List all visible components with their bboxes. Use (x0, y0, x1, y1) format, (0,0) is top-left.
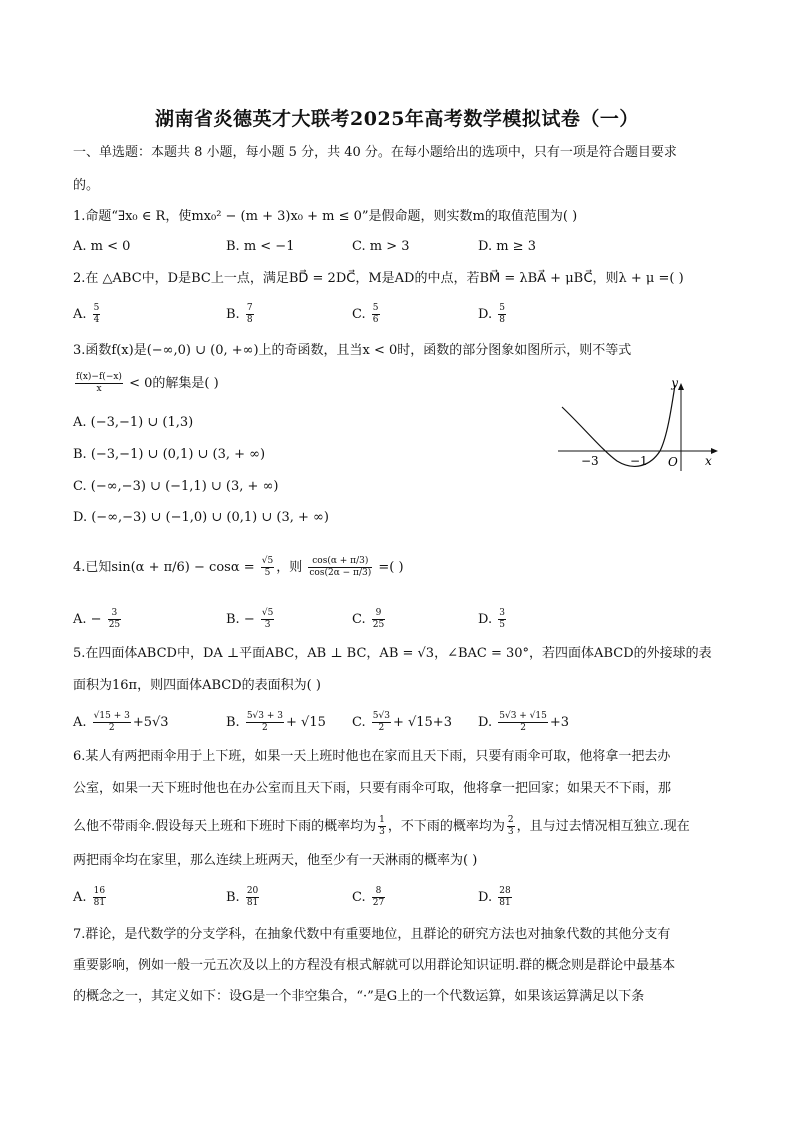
q2-option-b-fraction (246, 303, 254, 326)
q4-option-b-num: √5 (261, 608, 274, 618)
q6-option-b (226, 886, 261, 909)
q1-option-d: D. m ≥ 3 (478, 239, 536, 254)
q2-option-a (73, 303, 102, 326)
q4-ratio-num: cos(α + π/3) (308, 556, 372, 568)
q6-p1-den: 3 (379, 827, 385, 837)
graph-curve (562, 385, 675, 466)
section-instruction-line1: 一、单选题：本题共 8 小题，每小题 5 分，共 40 分。在每小题给出的选项中，只有一项是符合题目要求 (73, 145, 677, 160)
q6-option-c-fraction (372, 886, 385, 909)
graph-y-arrow (678, 383, 684, 390)
q6-line3-post: ，且与过去情况相互独立.现在 (516, 819, 690, 834)
q2-option-d-den: 8 (499, 315, 505, 325)
q3-stem-line1: 3.函数f(x)是(−∞,0) ∪ (0, +∞)上的奇函数，且当x < 0时，函数的部分图象如图所示，则不等式 (73, 343, 632, 358)
q2-option-d-num: 5 (499, 303, 505, 313)
q3-fraction-den: x (96, 384, 102, 394)
q4-option-c-den: 25 (372, 620, 385, 630)
q3-inequality-fraction (75, 372, 123, 395)
q6-option-c-num: 8 (372, 886, 385, 898)
q3-option-d: D. (−∞,−3) ∪ (−1,0) ∪ (0,1) ∪ (3, + ∞) (73, 510, 329, 525)
q5-option-b-label: B. (226, 715, 240, 730)
q6-option-d-label: D. (478, 890, 493, 905)
q3-stem-line2 (73, 372, 219, 395)
q4-option-d-fraction (498, 608, 506, 631)
q6-option-a (73, 886, 108, 909)
q4-option-b-fraction (261, 608, 274, 631)
q6-option-a-label: A. (73, 890, 87, 905)
q4-option-d (478, 608, 508, 631)
q4-value-num: √5 (261, 556, 274, 566)
q6-norain-prob-fraction (507, 815, 515, 838)
q3-stem-tail: < 0的解集是( ) (129, 376, 219, 391)
graph-origin-label: O (668, 455, 678, 469)
q6-stem-line3 (73, 815, 690, 838)
q4-option-d-den: 5 (499, 620, 505, 630)
q6-option-a-fraction (93, 886, 106, 909)
q6-stem-line4: 两把雨伞均在家里，那么连续上班两天，他至少有一天淋雨的概率为( ) (73, 853, 478, 868)
q3-function-graph (555, 375, 725, 475)
graph-y-label: y (671, 376, 678, 390)
q5-option-a-fraction (93, 711, 131, 734)
q5-option-d-tail: +3 (549, 715, 570, 730)
q1-stem: 1.命题“∃x₀ ∈ R，使mx₀² − (m + 3)x₀ + m ≤ 0”是假命题，则实数m的取值范围为( ) (73, 209, 578, 224)
q5-stem-line1: 5.在四面体ABCD中，DA ⊥平面ABC，AB ⊥ BC，AB = √3，∠BAC = 30°，若四面体ABCD的外接球的表 (73, 646, 712, 661)
q5-option-b-fraction (246, 711, 284, 734)
q2-option-c (352, 303, 382, 326)
q6-option-a-num: 16 (93, 886, 106, 896)
q6-p2-den: 3 (507, 827, 514, 837)
q4-option-b-den: 3 (264, 620, 271, 630)
q2-option-d-fraction (498, 303, 506, 326)
q5-option-a-den: 2 (108, 723, 115, 733)
q6-p2-num: 2 (507, 815, 514, 825)
q4-option-a-label: A. − (73, 612, 102, 627)
q2-option-a-num: 5 (93, 303, 100, 313)
q5-option-d-fraction (498, 711, 548, 734)
q1-option-b: B. m < −1 (226, 239, 295, 254)
q2-option-c-den: 6 (372, 315, 379, 325)
q6-option-d-num: 28 (499, 886, 511, 896)
q4-stem-post: =( ) (378, 560, 404, 575)
q2-option-a-label: A. (73, 307, 87, 322)
q2-option-d (478, 303, 508, 326)
q4-ratio-den: cos(2α − π/3) (309, 568, 372, 578)
q4-value-fraction (261, 556, 274, 579)
q4-option-b (226, 608, 276, 631)
q6-option-b-fraction (246, 886, 259, 909)
q2-option-c-label: C. (352, 307, 366, 322)
q1-option-a: A. m < 0 (73, 239, 131, 254)
q4-option-c-label: C. (352, 612, 366, 627)
q6-option-b-num: 20 (246, 886, 259, 896)
q5-option-c-fraction (372, 711, 391, 734)
q2-option-a-den: 4 (93, 315, 100, 325)
q5-option-b (226, 711, 326, 734)
q4-option-d-label: D. (478, 612, 493, 627)
q3-option-a: A. (−3,−1) ∪ (1,3) (73, 415, 194, 430)
q5-option-d-num: 5√3 + √15 (499, 711, 547, 721)
q4-option-b-label: B. − (226, 612, 255, 627)
q6-option-a-den: 81 (93, 898, 106, 908)
q6-option-d-fraction (498, 886, 511, 909)
q2-option-a-fraction (93, 303, 101, 326)
q4-option-a (73, 608, 123, 631)
q4-ratio-fraction (308, 556, 372, 579)
exam-title: 湖南省炎德英才大联考2025年高考数学模拟试卷（一） (155, 108, 639, 130)
q6-line3-mid: ，不下雨的概率均为 (387, 819, 505, 834)
q5-option-d-den: 2 (520, 723, 526, 733)
q3-option-c: C. (−∞,−3) ∪ (−1,1) ∪ (3, + ∞) (73, 479, 279, 494)
q6-option-c-den: 27 (372, 898, 385, 908)
q5-option-a-tail: +5√3 (132, 715, 169, 730)
q4-option-c-num: 9 (372, 608, 385, 620)
q5-option-b-tail: + √15 (286, 715, 326, 730)
q6-option-c (352, 886, 387, 909)
q6-stem-line2: 公室，如果一天下班时他也在办公室而且天下雨，只要有雨伞可取，他将拿一把回家；如果天不下雨，那 (73, 781, 672, 796)
q2-option-b (226, 303, 256, 326)
q2-option-b-den: 8 (246, 315, 253, 325)
q3-option-b: B. (−3,−1) ∪ (0,1) ∪ (3, + ∞) (73, 447, 266, 462)
q4-stem (73, 556, 404, 579)
q6-option-c-label: C. (352, 890, 366, 905)
section-instruction-line2: 的。 (73, 178, 100, 193)
q5-option-a-num: √15 + 3 (93, 711, 130, 721)
graph-x-arrow (711, 448, 718, 454)
q2-option-c-num: 5 (372, 303, 379, 313)
q4-option-c (352, 608, 387, 631)
q5-option-c-tail: + √15+3 (392, 715, 452, 730)
q5-option-c-num: 5√3 (372, 711, 390, 721)
q5-option-a-label: A. (73, 715, 87, 730)
q5-option-d (478, 711, 569, 734)
q2-option-b-label: B. (226, 307, 240, 322)
q5-option-b-den: 2 (262, 723, 268, 733)
graph-tick-neg1: −1 (630, 454, 648, 468)
q7-stem-line3: 的概念之一，其定义如下：设G是一个非空集合，“·”是G上的一个代数运算，如果该运算满足以下条 (73, 989, 645, 1004)
q5-option-c-label: C. (352, 715, 366, 730)
q6-stem-line1: 6.某人有两把雨伞用于上下班，如果一天上班时他也在家而且天下雨，只要有雨伞可取，他将拿一把去办 (73, 749, 671, 764)
q4-value-den: 5 (264, 568, 271, 578)
q6-option-b-label: B. (226, 890, 240, 905)
q7-stem-line1: 7.群论，是代数学的分支学科，在抽象代数中有重要地位，且群论的研究方法也对抽象代数的其他分支有 (73, 927, 671, 942)
q4-option-d-num: 3 (499, 608, 505, 618)
q5-option-b-num: 5√3 + 3 (246, 711, 284, 721)
q5-option-c (352, 711, 452, 734)
q6-line3-pre: 么他不带雨伞.假设每天上班和下班时下雨的概率均为 (73, 819, 377, 834)
q5-option-d-label: D. (478, 715, 493, 730)
q4-option-a-den: 25 (108, 620, 121, 630)
q2-option-c-fraction (372, 303, 380, 326)
q6-p1-num: 1 (379, 815, 385, 825)
q2-option-b-num: 7 (246, 303, 253, 313)
q6-option-d-den: 81 (499, 898, 511, 908)
q4-option-a-fraction (108, 608, 121, 631)
q4-option-c-fraction (372, 608, 385, 631)
q3-fraction-num: f(x)−f(−x) (76, 372, 122, 382)
q6-rain-prob-fraction (378, 815, 386, 838)
q7-stem-line2: 重要影响，例如一般一元五次及以上的方程没有根式解就可以用群论知识证明.群的概念则是群论中最基本 (73, 958, 676, 973)
q6-option-d (478, 886, 514, 909)
q6-option-b-den: 81 (246, 898, 259, 908)
q5-option-c-den: 2 (378, 723, 385, 733)
q4-stem-pre: 4.已知sin(α + π/6) − cosα = (73, 560, 255, 575)
q2-stem: 2.在 △ABC中，D是BC上一点，满足BD⃗ = 2DC⃗，M是AD的中点，若BM⃗ = λBA⃗ + μBC⃗，则λ + μ =( ) (73, 271, 684, 286)
q2-option-d-label: D. (478, 307, 493, 322)
q4-option-a-num: 3 (108, 608, 121, 620)
q4-stem-mid: ，则 (276, 560, 303, 575)
q5-stem-line2: 面积为16π，则四面体ABCD的表面积为( ) (73, 678, 321, 693)
q5-option-a (73, 711, 169, 734)
q1-option-c: C. m > 3 (352, 239, 410, 254)
graph-x-label: x (705, 454, 712, 468)
graph-tick-neg3: −3 (581, 454, 599, 468)
